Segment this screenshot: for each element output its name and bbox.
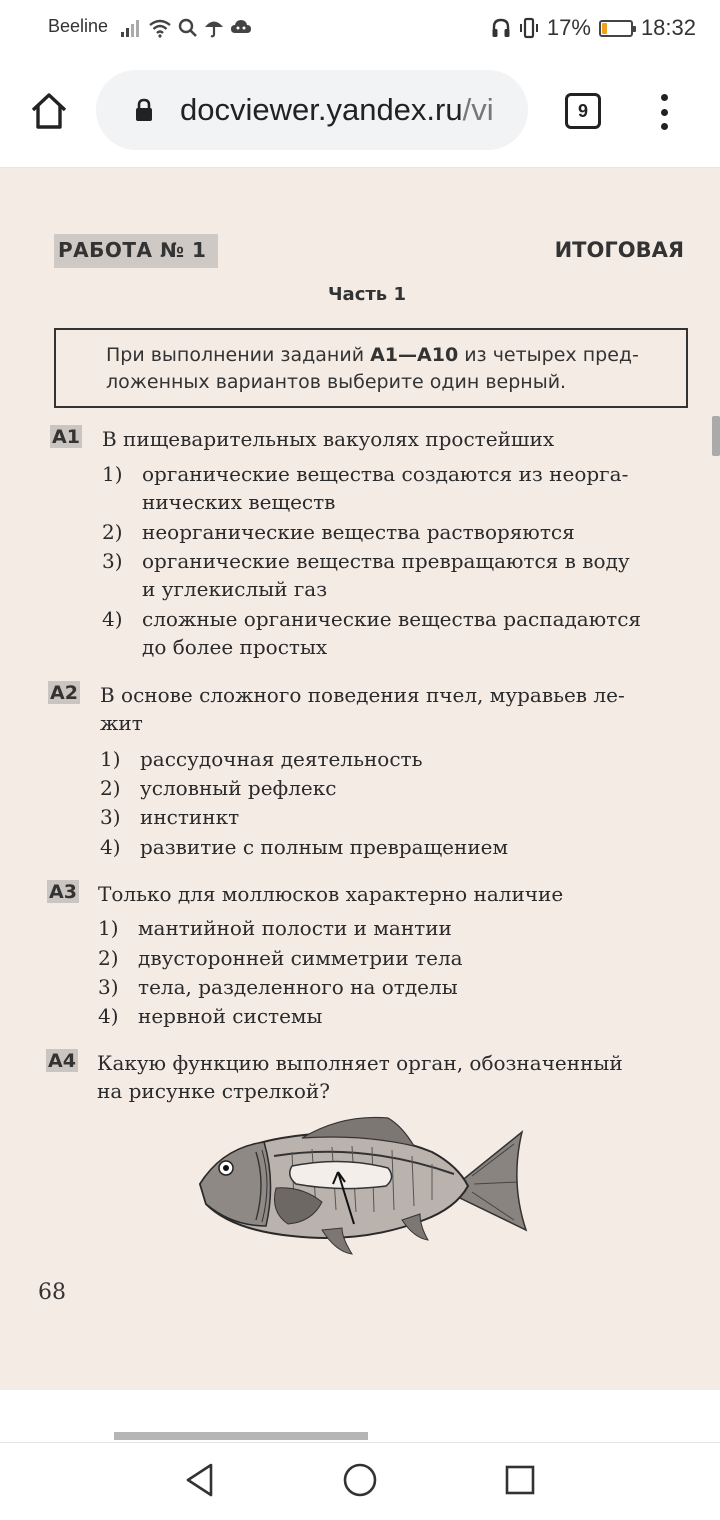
option-text: мантийной полости и мантии	[138, 916, 452, 940]
option-number: 3)	[102, 549, 123, 573]
status-bar	[0, 0, 720, 56]
option-number: 1)	[100, 747, 121, 771]
option-text: неорганические вещества растворяются	[142, 520, 575, 544]
option-text-cont: до более простых	[142, 635, 328, 659]
lock-icon	[134, 98, 154, 122]
status-right	[491, 12, 696, 44]
tab-count: 9	[577, 100, 588, 121]
fish-illustration	[192, 1112, 532, 1260]
option-number: 2)	[100, 776, 121, 800]
option-number: 4)	[100, 835, 121, 859]
document-scrollbar[interactable]	[712, 416, 720, 456]
carrier-name: Beeline	[48, 16, 109, 36]
vibrate-icon	[519, 17, 539, 39]
option-text: двусторонней симметрии тела	[138, 946, 463, 970]
search-icon	[178, 18, 198, 38]
option-text: органические вещества создаются из неорга-	[142, 462, 629, 486]
back-icon	[183, 1462, 217, 1498]
home-circle-icon	[342, 1462, 378, 1498]
header-right: ИТОГОВАЯ	[554, 238, 684, 262]
option-number: 1)	[102, 462, 123, 486]
headphones-icon	[491, 17, 511, 39]
option-a2-4	[100, 833, 508, 861]
option-text: нервной системы	[138, 1004, 323, 1028]
option-number: 2)	[102, 520, 123, 544]
clock: 18:32	[640, 15, 696, 40]
question-text-a1: В пищеварительных вакуолях простейших	[102, 427, 555, 451]
option-a1-3	[102, 547, 630, 603]
back-button[interactable]	[178, 1458, 222, 1502]
question-text-a4	[97, 1049, 623, 1105]
url-host: docviewer.yandex.ru	[180, 92, 463, 127]
battery-level-fill	[602, 23, 607, 34]
option-text: рассудочная деятельность	[140, 747, 423, 771]
option-a3-4	[98, 1002, 322, 1030]
option-number: 2)	[98, 946, 119, 970]
browser-toolbar	[0, 56, 720, 168]
option-a2-3	[100, 803, 239, 831]
more-vert-icon[interactable]	[648, 90, 680, 134]
tabs-button[interactable]	[565, 93, 601, 129]
question-text-a2	[100, 681, 625, 737]
question-line: В основе сложного поведения пчел, муравьев ле-	[100, 683, 625, 707]
option-text-cont: нических веществ	[142, 490, 336, 514]
option-a3-3	[98, 973, 458, 1001]
wifi-icon	[148, 18, 172, 38]
work-label: РАБОТА № 1	[54, 234, 218, 268]
option-a2-1	[100, 745, 423, 773]
battery-icon	[599, 20, 633, 37]
part-heading: Часть 1	[328, 284, 406, 305]
document-page[interactable]	[0, 168, 720, 1390]
question-label-a3: А3	[49, 881, 77, 903]
option-a3-2	[98, 944, 463, 972]
question-label-a4: А4	[48, 1050, 76, 1072]
url-text	[180, 92, 520, 128]
option-number: 1)	[98, 916, 119, 940]
horizontal-scrollbar[interactable]	[114, 1432, 368, 1440]
umbrella-icon	[204, 18, 224, 38]
option-text: тела, разделенного на отделы	[138, 975, 458, 999]
instruction-bold: А1—А10	[370, 344, 459, 366]
option-number: 3)	[100, 805, 121, 829]
option-a1-2	[102, 518, 575, 546]
option-number: 4)	[102, 607, 123, 631]
cloud-icon	[230, 18, 252, 38]
instruction-text-1: При выполнении заданий	[106, 344, 371, 366]
recents-button[interactable]	[498, 1458, 542, 1502]
status-icons	[120, 14, 252, 42]
option-number: 4)	[98, 1004, 119, 1028]
option-number: 3)	[98, 975, 119, 999]
battery-percent: 17%	[546, 15, 591, 40]
address-bar[interactable]	[96, 70, 528, 150]
instruction-text-3: ложенных вариантов выберите один верный.	[106, 371, 567, 393]
url-path: /vi	[462, 92, 494, 127]
question-text-a3: Только для моллюсков характерно наличие	[98, 882, 564, 906]
question-line: на рисунке стрелкой?	[97, 1079, 330, 1103]
nav-divider	[0, 1442, 720, 1443]
signal-icon	[120, 18, 142, 38]
question-line: жит	[100, 711, 143, 735]
option-text: органические вещества превращаются в воду	[142, 549, 630, 573]
option-a2-2	[100, 774, 336, 802]
home-icon	[29, 92, 69, 130]
home-button[interactable]	[24, 86, 74, 136]
option-text: условный рефлекс	[140, 776, 337, 800]
option-text: сложные органические вещества распадаются	[142, 607, 642, 631]
question-label-a2: А2	[50, 682, 78, 704]
question-line: Какую функцию выполняет орган, обозначенный	[97, 1051, 623, 1075]
recents-icon	[504, 1464, 536, 1496]
home-nav-button[interactable]	[338, 1458, 382, 1502]
option-a1-4	[102, 605, 641, 661]
instruction-box	[54, 328, 688, 408]
instruction-text-2: из четырех пред-	[458, 344, 639, 366]
option-text: инстинкт	[140, 805, 240, 829]
option-text: развитие с полным превращением	[140, 835, 509, 859]
question-label-a1: А1	[52, 426, 80, 448]
page-number: 68	[38, 1280, 66, 1305]
option-text-cont: и углекислый газ	[142, 577, 328, 601]
system-nav-bar	[0, 1390, 720, 1520]
option-a3-1	[98, 914, 452, 942]
option-a1-1	[102, 460, 628, 516]
